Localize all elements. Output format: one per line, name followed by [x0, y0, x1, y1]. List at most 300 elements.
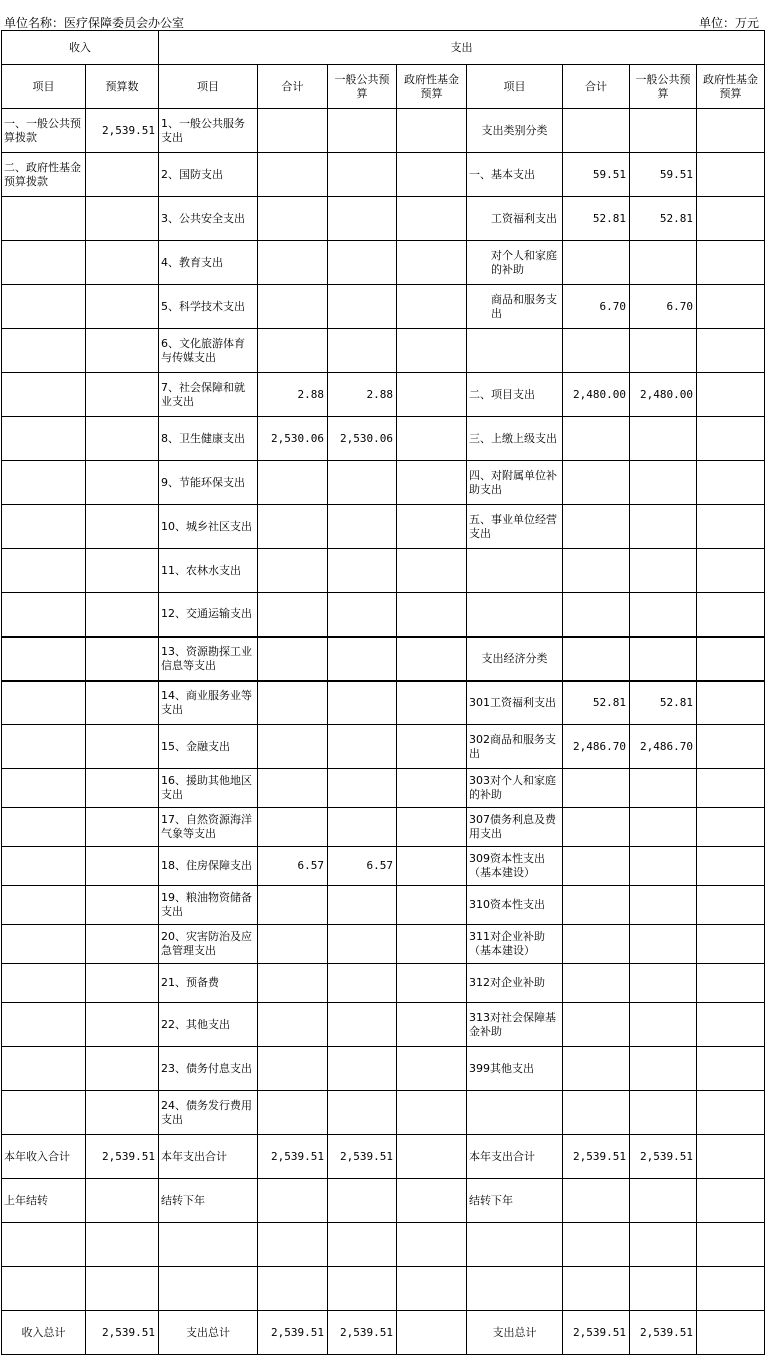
cell-income-item: 收入总计: [2, 1311, 86, 1355]
cell-econ-general: [630, 886, 697, 925]
cell-econ-total: [563, 847, 630, 886]
cell-func-total: [258, 886, 328, 925]
cell-func-fund: [397, 197, 467, 241]
cell-econ-general: 6.70: [630, 285, 697, 329]
cell-income-budget: [86, 197, 159, 241]
cell-func-item: 2、国防支出: [159, 153, 258, 197]
cell-econ-total: [563, 1003, 630, 1047]
cell-econ-total: [563, 964, 630, 1003]
cell-econ-fund: [697, 769, 765, 808]
cell-econ-total: [563, 329, 630, 373]
cell-income-item: [2, 373, 86, 417]
cell-econ-fund: [697, 1135, 765, 1179]
table-row: [2, 1179, 765, 1223]
cell-econ-general: [630, 1223, 697, 1267]
cell-func-item: [159, 1267, 258, 1311]
cell-income-item: 二、政府性基金预算拨款: [2, 153, 86, 197]
cell-econ-fund: [697, 1223, 765, 1267]
table-row: [2, 1047, 765, 1091]
cell-econ-general: [630, 461, 697, 505]
unit-name-label: 单位名称：医疗保障委员会办公室: [4, 16, 185, 30]
cell-income-budget: [86, 549, 159, 593]
cell-income-item: 本年收入合计: [2, 1135, 86, 1179]
cell-func-general: [328, 1267, 397, 1311]
table-row: [2, 241, 765, 285]
cell-econ-item: 301工资福利支出: [467, 681, 563, 725]
cell-func-item: 本年支出合计: [159, 1135, 258, 1179]
cell-income-budget: [86, 285, 159, 329]
cell-func-total: 2.88: [258, 373, 328, 417]
cell-econ-fund: [697, 847, 765, 886]
table-row: [2, 725, 765, 769]
cell-func-total: [258, 1047, 328, 1091]
table-row: [2, 1135, 765, 1179]
cell-func-fund: [397, 1003, 467, 1047]
col-header-econ-fund: 政府性基金预算: [697, 65, 765, 109]
table-row: [2, 505, 765, 549]
cell-income-item: [2, 505, 86, 549]
cell-econ-total: [563, 1267, 630, 1311]
cell-econ-item: 一、基本支出: [467, 153, 563, 197]
cell-income-budget: 2,539.51: [86, 1311, 159, 1355]
cell-econ-total: 2,486.70: [563, 725, 630, 769]
cell-econ-item: 399其他支出: [467, 1047, 563, 1091]
cell-econ-item: 支出经济分类: [467, 637, 563, 681]
cell-econ-item: 二、项目支出: [467, 373, 563, 417]
cell-income-budget: [86, 593, 159, 637]
cell-income-item: 一、一般公共预算拨款: [2, 109, 86, 153]
cell-econ-general: [630, 1003, 697, 1047]
cell-econ-total: [563, 593, 630, 637]
cell-func-fund: [397, 1267, 467, 1311]
cell-econ-total: 2,480.00: [563, 373, 630, 417]
cell-func-general: [328, 329, 397, 373]
table-row: [2, 197, 765, 241]
cell-func-general: 2,539.51: [328, 1311, 397, 1355]
table-row: [2, 1267, 765, 1311]
cell-econ-fund: [697, 241, 765, 285]
cell-func-total: [258, 964, 328, 1003]
cell-func-general: 2,539.51: [328, 1135, 397, 1179]
cell-econ-fund: [697, 417, 765, 461]
cell-income-item: [2, 725, 86, 769]
cell-econ-fund: [697, 1047, 765, 1091]
cell-func-general: [328, 109, 397, 153]
table-row: [2, 549, 765, 593]
cell-econ-fund: [697, 505, 765, 549]
cell-func-general: [328, 285, 397, 329]
cell-econ-general: 52.81: [630, 197, 697, 241]
cell-func-fund: [397, 681, 467, 725]
cell-func-item: 8、卫生健康支出: [159, 417, 258, 461]
cell-econ-general: [630, 1091, 697, 1135]
cell-income-item: [2, 1047, 86, 1091]
cell-func-total: [258, 637, 328, 681]
cell-econ-total: [563, 241, 630, 285]
cell-income-item: [2, 1091, 86, 1135]
cell-func-item: 3、公共安全支出: [159, 197, 258, 241]
cell-econ-item: [467, 1091, 563, 1135]
cell-econ-general: [630, 925, 697, 964]
cell-income-budget: [86, 461, 159, 505]
cell-func-general: [328, 925, 397, 964]
table-row: [2, 417, 765, 461]
cell-econ-fund: [697, 593, 765, 637]
cell-econ-item: 本年支出合计: [467, 1135, 563, 1179]
cell-func-item: 6、文化旅游体育与传媒支出: [159, 329, 258, 373]
cell-func-general: [328, 725, 397, 769]
cell-func-fund: [397, 373, 467, 417]
cell-econ-total: 6.70: [563, 285, 630, 329]
cell-econ-total: [563, 549, 630, 593]
cell-econ-item: 311对企业补助（基本建设）: [467, 925, 563, 964]
cell-econ-general: 2,539.51: [630, 1135, 697, 1179]
cell-income-item: [2, 925, 86, 964]
column-header-row: [2, 65, 765, 109]
cell-income-budget: [86, 769, 159, 808]
cell-econ-total: [563, 505, 630, 549]
cell-func-item: 10、城乡社区支出: [159, 505, 258, 549]
cell-func-general: [328, 808, 397, 847]
cell-func-item: 12、交通运输支出: [159, 593, 258, 637]
cell-func-total: [258, 1003, 328, 1047]
table-row: [2, 886, 765, 925]
cell-func-item: 22、其他支出: [159, 1003, 258, 1047]
cell-func-fund: [397, 153, 467, 197]
cell-func-fund: [397, 329, 467, 373]
cell-func-general: [328, 681, 397, 725]
cell-income-budget: [86, 1223, 159, 1267]
cell-econ-item: 商品和服务支出: [467, 285, 563, 329]
cell-econ-total: 59.51: [563, 153, 630, 197]
cell-econ-fund: [697, 964, 765, 1003]
cell-econ-fund: [697, 329, 765, 373]
cell-func-total: [258, 329, 328, 373]
cell-func-item: 7、社会保障和就业支出: [159, 373, 258, 417]
cell-econ-item: [467, 549, 563, 593]
cell-econ-total: 2,539.51: [563, 1311, 630, 1355]
cell-income-item: [2, 769, 86, 808]
cell-func-fund: [397, 769, 467, 808]
cell-econ-general: [630, 549, 697, 593]
table-row: [2, 1223, 765, 1267]
cell-income-budget: [86, 505, 159, 549]
cell-econ-fund: [697, 725, 765, 769]
cell-func-general: [328, 549, 397, 593]
cell-func-item: 1、一般公共服务支出: [159, 109, 258, 153]
cell-econ-item: 四、对附属单位补助支出: [467, 461, 563, 505]
cell-func-total: [258, 1179, 328, 1223]
cell-income-budget: [86, 1091, 159, 1135]
cell-func-total: [258, 593, 328, 637]
cell-econ-item: 303对个人和家庭的补助: [467, 769, 563, 808]
cell-func-fund: [397, 1311, 467, 1355]
cell-func-total: [258, 197, 328, 241]
cell-income-budget: [86, 241, 159, 285]
cell-func-item: 17、自然资源海洋气象等支出: [159, 808, 258, 847]
cell-func-item: 20、灾害防治及应急管理支出: [159, 925, 258, 964]
cell-income-item: [2, 637, 86, 681]
cell-func-total: [258, 461, 328, 505]
cell-func-general: [328, 241, 397, 285]
cell-func-fund: [397, 1179, 467, 1223]
cell-income-budget: [86, 886, 159, 925]
cell-func-general: [328, 461, 397, 505]
cell-func-fund: [397, 1091, 467, 1135]
table-row: [2, 1091, 765, 1135]
cell-econ-item: 结转下年: [467, 1179, 563, 1223]
cell-func-total: [258, 241, 328, 285]
cell-econ-item: 310资本性支出: [467, 886, 563, 925]
cell-func-item: 11、农林水支出: [159, 549, 258, 593]
cell-econ-fund: [697, 925, 765, 964]
cell-econ-general: 52.81: [630, 681, 697, 725]
table-row: [2, 593, 765, 637]
cell-func-fund: [397, 593, 467, 637]
cell-func-fund: [397, 417, 467, 461]
cell-func-total: [258, 549, 328, 593]
cell-income-item: [2, 241, 86, 285]
cell-econ-item: [467, 329, 563, 373]
cell-income-item: [2, 417, 86, 461]
cell-income-item: [2, 1267, 86, 1311]
cell-econ-fund: [697, 461, 765, 505]
cell-econ-general: 59.51: [630, 153, 697, 197]
cell-econ-total: [563, 109, 630, 153]
group-header-row: [2, 31, 765, 65]
col-header-func-total: 合计: [258, 65, 328, 109]
currency-unit-label: 单位：万元: [698, 16, 759, 30]
cell-income-item: [2, 964, 86, 1003]
cell-income-budget: [86, 637, 159, 681]
cell-econ-total: [563, 1179, 630, 1223]
cell-func-total: 2,539.51: [258, 1311, 328, 1355]
cell-econ-general: [630, 847, 697, 886]
cell-income-budget: [86, 847, 159, 886]
col-header-func-fund: 政府性基金预算: [397, 65, 467, 109]
cell-func-item: 14、商业服务业等支出: [159, 681, 258, 725]
cell-income-budget: [86, 1003, 159, 1047]
cell-func-general: 2.88: [328, 373, 397, 417]
cell-func-general: 2,530.06: [328, 417, 397, 461]
cell-func-total: [258, 285, 328, 329]
col-header-income-item: 项目: [2, 65, 86, 109]
cell-func-general: [328, 1223, 397, 1267]
cell-income-item: [2, 197, 86, 241]
cell-income-budget: [86, 1047, 159, 1091]
cell-econ-item: 对个人和家庭的补助: [467, 241, 563, 285]
cell-econ-general: [630, 1267, 697, 1311]
cell-func-total: [258, 505, 328, 549]
cell-income-item: [2, 681, 86, 725]
cell-income-item: [2, 593, 86, 637]
cell-econ-item: 三、上缴上级支出: [467, 417, 563, 461]
cell-income-budget: [86, 329, 159, 373]
cell-income-budget: [86, 373, 159, 417]
cell-econ-fund: [697, 1003, 765, 1047]
cell-func-fund: [397, 285, 467, 329]
cell-func-fund: [397, 241, 467, 285]
cell-func-total: [258, 725, 328, 769]
col-header-income-budget: 预算数: [86, 65, 159, 109]
cell-income-item: [2, 549, 86, 593]
cell-func-general: 6.57: [328, 847, 397, 886]
cell-func-general: [328, 505, 397, 549]
table-row: [2, 847, 765, 886]
cell-income-item: [2, 461, 86, 505]
cell-econ-item: 支出类别分类: [467, 109, 563, 153]
cell-econ-total: 52.81: [563, 197, 630, 241]
table-row: [2, 109, 765, 153]
cell-econ-item: [467, 593, 563, 637]
table-row: [2, 153, 765, 197]
cell-income-budget: [86, 681, 159, 725]
cell-func-fund: [397, 505, 467, 549]
cell-econ-fund: [697, 1091, 765, 1135]
cell-econ-general: [630, 505, 697, 549]
cell-econ-total: 52.81: [563, 681, 630, 725]
cell-econ-fund: [697, 285, 765, 329]
cell-func-general: [328, 964, 397, 1003]
col-header-econ-item: 项目: [467, 65, 563, 109]
cell-econ-item: 309资本性支出（基本建设）: [467, 847, 563, 886]
cell-func-item: 5、科学技术支出: [159, 285, 258, 329]
table-row: [2, 769, 765, 808]
cell-func-total: [258, 681, 328, 725]
cell-econ-fund: [697, 1179, 765, 1223]
cell-func-item: 19、粮油物资储备支出: [159, 886, 258, 925]
col-header-func-item: 项目: [159, 65, 258, 109]
cell-func-total: [258, 769, 328, 808]
cell-econ-total: [563, 1091, 630, 1135]
table-row: [2, 461, 765, 505]
cell-func-fund: [397, 1135, 467, 1179]
table-row: [2, 637, 765, 681]
cell-income-budget: [86, 725, 159, 769]
cell-econ-item: 313对社会保障基金补助: [467, 1003, 563, 1047]
cell-func-fund: [397, 1223, 467, 1267]
col-header-econ-total: 合计: [563, 65, 630, 109]
cell-income-budget: 2,539.51: [86, 109, 159, 153]
cell-econ-fund: [697, 549, 765, 593]
cell-econ-fund: [697, 1311, 765, 1355]
cell-func-general: [328, 637, 397, 681]
cell-econ-item: 五、事业单位经营支出: [467, 505, 563, 549]
cell-func-total: [258, 1223, 328, 1267]
cell-econ-general: [630, 329, 697, 373]
cell-income-item: [2, 285, 86, 329]
table-row: [2, 1003, 765, 1047]
cell-econ-general: [630, 637, 697, 681]
cell-func-total: [258, 153, 328, 197]
cell-income-item: 上年结转: [2, 1179, 86, 1223]
cell-econ-fund: [697, 1267, 765, 1311]
cell-econ-general: [630, 808, 697, 847]
table-row: [2, 964, 765, 1003]
cell-func-total: [258, 1267, 328, 1311]
cell-func-general: [328, 153, 397, 197]
cell-econ-general: 2,486.70: [630, 725, 697, 769]
cell-econ-total: [563, 925, 630, 964]
cell-income-item: [2, 886, 86, 925]
cell-func-general: [328, 593, 397, 637]
cell-econ-general: [630, 769, 697, 808]
cell-econ-total: [563, 808, 630, 847]
cell-func-item: 15、金融支出: [159, 725, 258, 769]
table-row: [2, 1311, 765, 1355]
cell-econ-total: [563, 637, 630, 681]
cell-func-fund: [397, 964, 467, 1003]
cell-econ-fund: [697, 109, 765, 153]
cell-func-fund: [397, 1047, 467, 1091]
cell-func-item: 9、节能环保支出: [159, 461, 258, 505]
cell-func-fund: [397, 725, 467, 769]
cell-econ-total: [563, 769, 630, 808]
cell-func-total: [258, 109, 328, 153]
cell-income-budget: [86, 964, 159, 1003]
cell-func-fund: [397, 637, 467, 681]
cell-func-item: 18、住房保障支出: [159, 847, 258, 886]
cell-income-item: [2, 1223, 86, 1267]
table-row: [2, 285, 765, 329]
cell-econ-general: [630, 109, 697, 153]
cell-func-general: [328, 1047, 397, 1091]
cell-econ-total: [563, 1047, 630, 1091]
cell-econ-item: 工资福利支出: [467, 197, 563, 241]
cell-func-item: 16、援助其他地区支出: [159, 769, 258, 808]
cell-econ-item: 支出总计: [467, 1311, 563, 1355]
cell-func-general: [328, 1003, 397, 1047]
col-header-func-general: 一般公共预算: [328, 65, 397, 109]
cell-econ-total: [563, 417, 630, 461]
cell-func-item: 23、债务付息支出: [159, 1047, 258, 1091]
cell-income-budget: [86, 417, 159, 461]
cell-econ-fund: [697, 886, 765, 925]
cell-func-general: [328, 769, 397, 808]
cell-func-fund: [397, 925, 467, 964]
cell-func-fund: [397, 808, 467, 847]
report-header: [0, 0, 765, 30]
cell-func-total: 2,539.51: [258, 1135, 328, 1179]
table-row: [2, 808, 765, 847]
table-row: [2, 373, 765, 417]
cell-econ-total: 2,539.51: [563, 1135, 630, 1179]
cell-income-item: [2, 1003, 86, 1047]
cell-func-fund: [397, 886, 467, 925]
cell-func-item: 支出总计: [159, 1311, 258, 1355]
expense-group-header: 支出: [159, 31, 765, 65]
cell-econ-fund: [697, 373, 765, 417]
cell-income-budget: 2,539.51: [86, 1135, 159, 1179]
table-row: [2, 925, 765, 964]
cell-func-fund: [397, 461, 467, 505]
cell-econ-general: 2,539.51: [630, 1311, 697, 1355]
cell-econ-item: 302商品和服务支出: [467, 725, 563, 769]
cell-econ-item: [467, 1267, 563, 1311]
cell-econ-general: [630, 1179, 697, 1223]
cell-func-general: [328, 1091, 397, 1135]
budget-table: [1, 30, 765, 1355]
cell-econ-item: 307债务利息及费用支出: [467, 808, 563, 847]
cell-func-item: 24、债务发行费用支出: [159, 1091, 258, 1135]
cell-income-budget: [86, 925, 159, 964]
cell-econ-general: [630, 593, 697, 637]
cell-econ-general: [630, 1047, 697, 1091]
cell-income-budget: [86, 1267, 159, 1311]
cell-income-item: [2, 808, 86, 847]
cell-econ-fund: [697, 197, 765, 241]
cell-econ-total: [563, 461, 630, 505]
